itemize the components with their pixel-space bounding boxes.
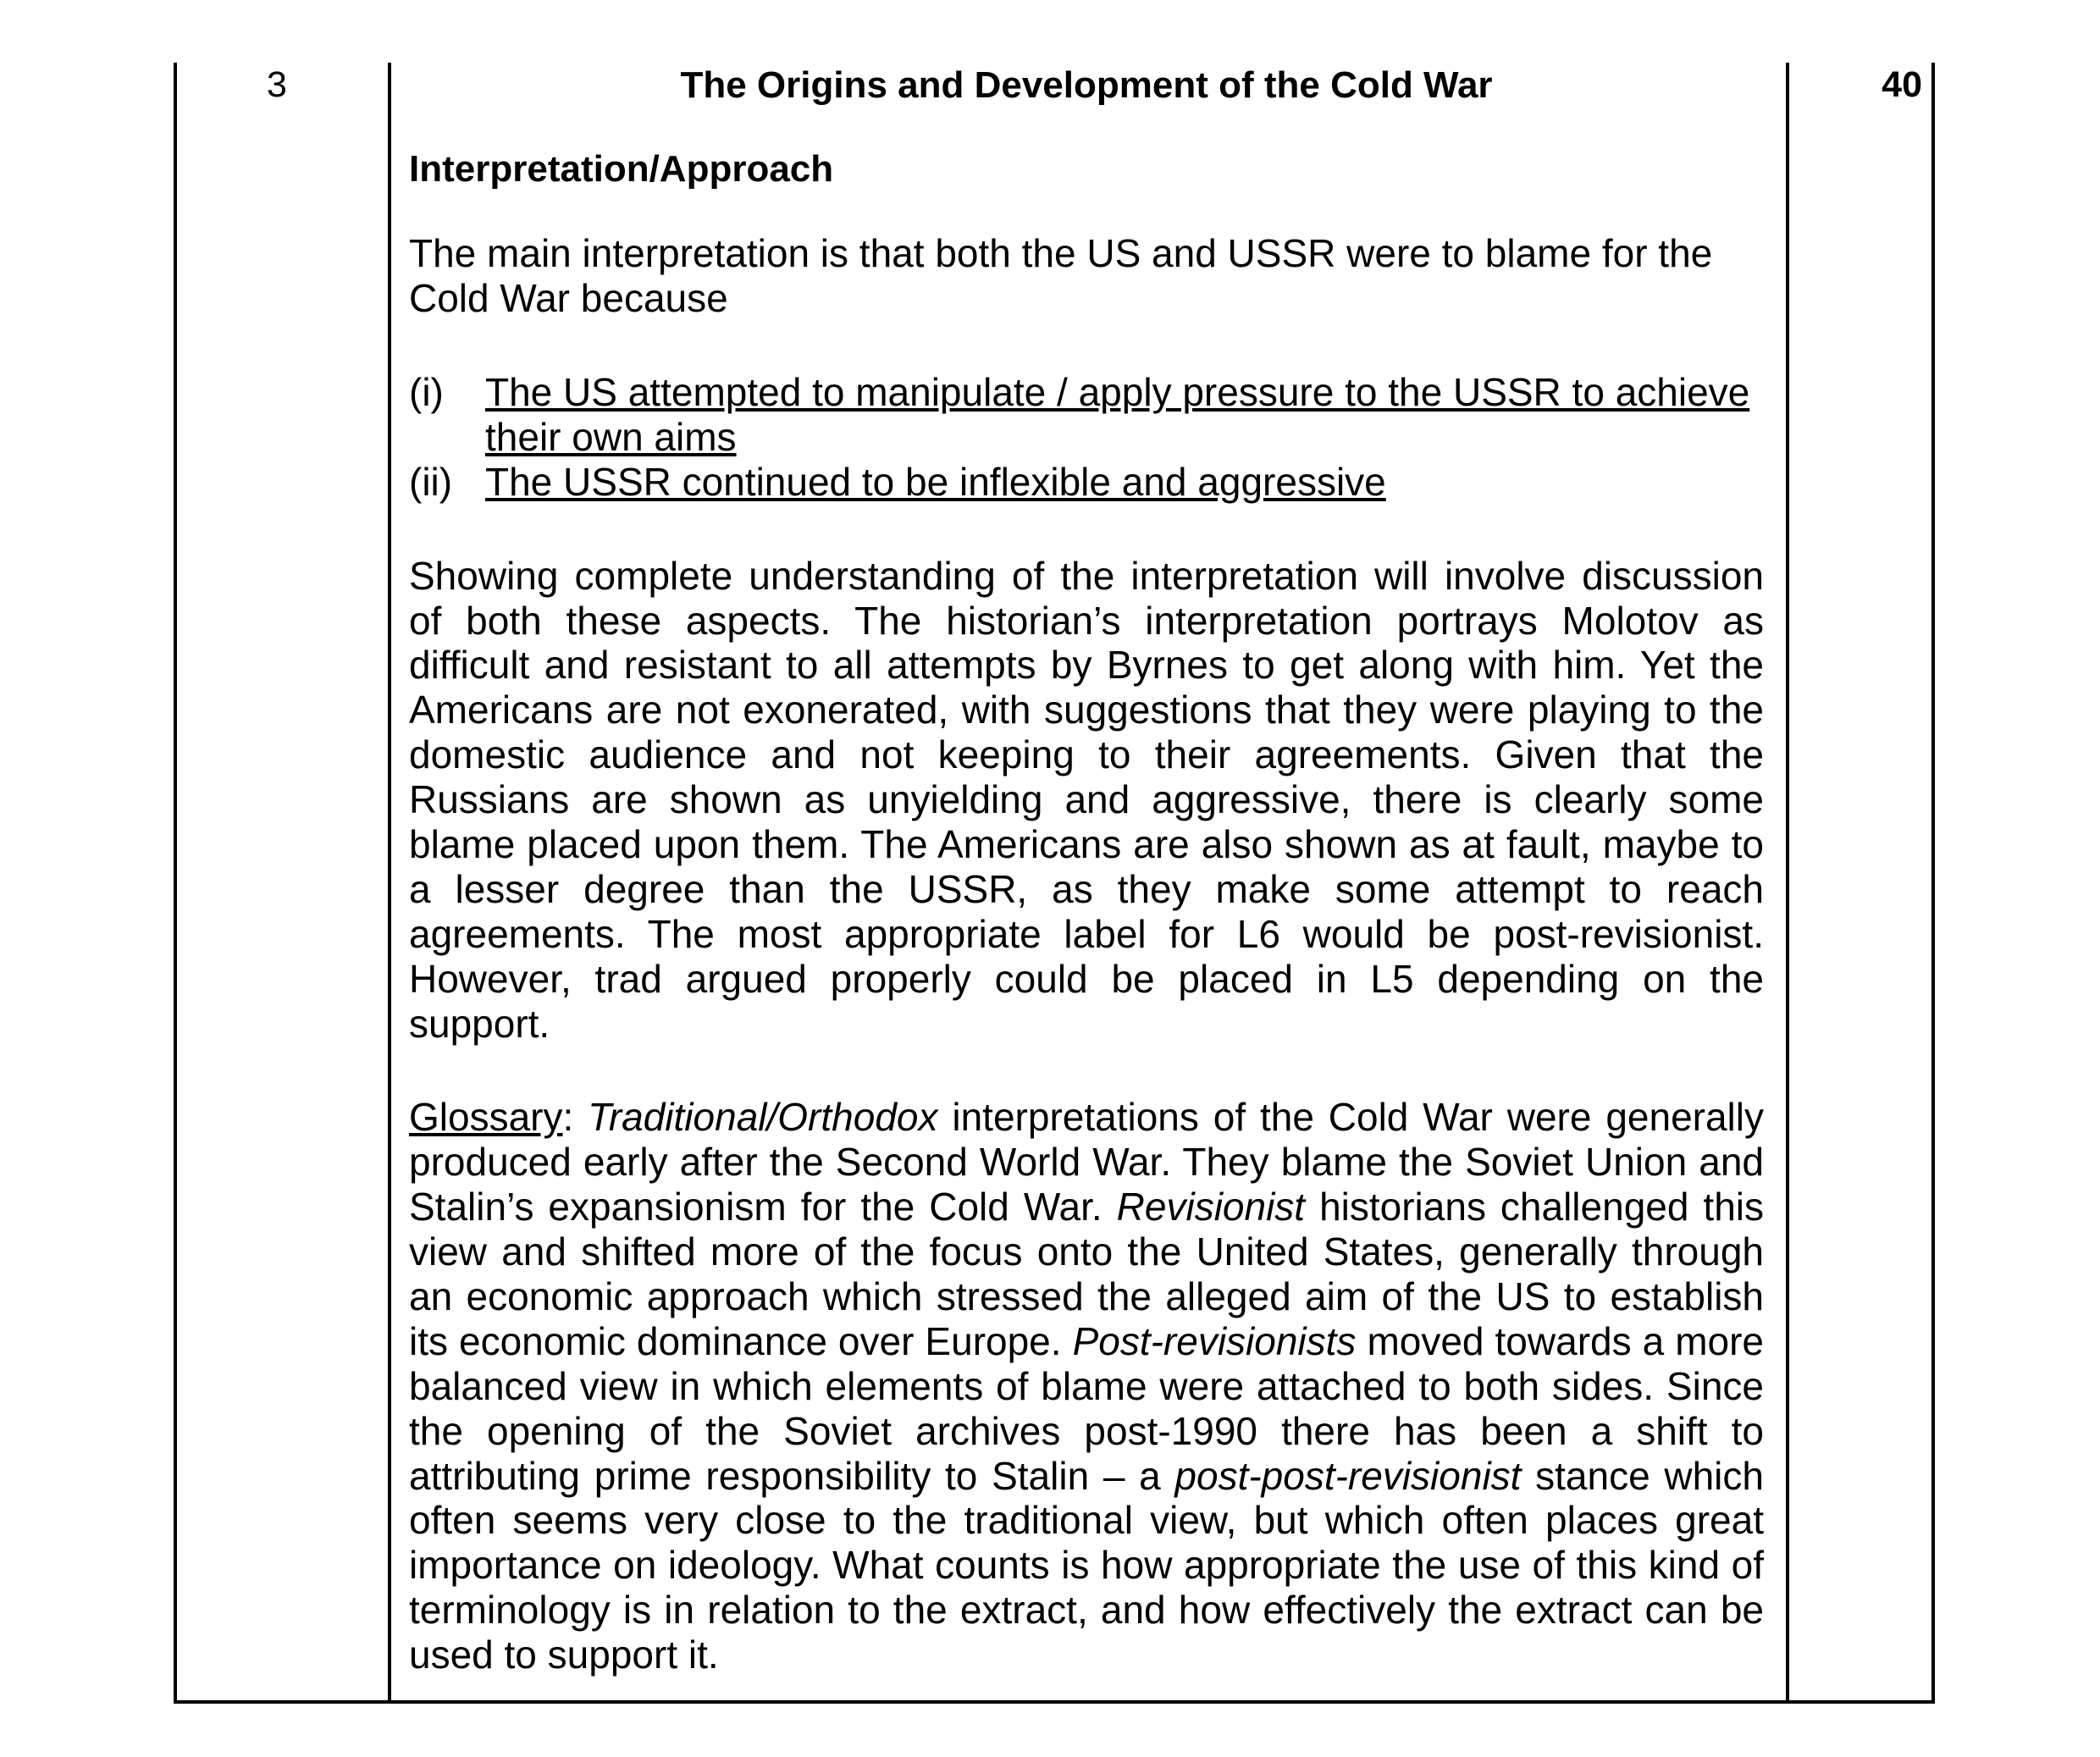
question-number: 3: [267, 64, 287, 105]
list-item-text: The USSR continued to be inflexible and aggressive: [485, 459, 1386, 504]
glossary-paragraph: [409, 1095, 1764, 1677]
glossary-colon: :: [562, 1095, 589, 1140]
glossary-text-3: moved towards a more balanced view in which elements of blame were attached to both sides. Since the opening of the Soviet archives post-1990 there has been a shift to attributing prime responsibility to Stalin – a: [409, 1318, 1764, 1498]
list-item-number: (ii): [409, 459, 453, 504]
list-item: [409, 460, 1764, 505]
term-revisionist: Revisionist: [1116, 1185, 1306, 1229]
list-item: [409, 370, 1764, 460]
point-list: [409, 370, 1764, 505]
section-title: The Origins and Development of the Cold War: [680, 64, 1493, 106]
glossary-text-4: stance which often seems very close to the traditional view, but which often places great importance on ideology. What counts is how appropriate the use of this kind of terminology is in relation to the extract, and how effectively the extract can be used to support it.: [409, 1453, 1764, 1677]
term-post-post-revisionist: post-post-revisionist: [1174, 1453, 1522, 1498]
section-heading: Interpretation/Approach: [409, 147, 834, 190]
answer-content: [409, 64, 1764, 1677]
term-post-revisionists: Post-revisionists: [1072, 1318, 1357, 1363]
glossary-label: Glossary: [409, 1095, 563, 1140]
discussion-paragraph: Showing complete understanding of the interpretation will involve discussion of both these aspects. The historian’s interpretation portrays Molotov as difficult and resistant to all attempts by Byrnes to get along with him. Yet the Americans are not exonerated, with suggestions that they were playing to the domestic audience and not keeping to their agreements. Given that the Russians are shown as unyielding and aggressive, there is clearly some blame placed upon them. The Americans are also shown as at fault, maybe to a lesser degree than the USSR, as they make some attempt to reach agreements. The most appropriate label for L6 would be post-revisionist. However, trad argued properly could be placed in L5 depending on the support.: [409, 553, 1764, 1046]
column-divider-right: [1786, 63, 1789, 1704]
intro-paragraph: The main interpretation is that both the US and USSR were to blame for the Cold War because: [409, 231, 1713, 321]
glossary-text-1: interpretations of the Cold War were generally produced early after the Second World War. They blame the Soviet Union and Stalin’s expansionism for the Cold War.: [409, 1095, 1764, 1229]
list-item-number: (i): [409, 369, 444, 414]
glossary-text-2: historians challenged this view and shifted more of the focus onto the United States, generally through an economic approach which stressed the alleged aim of the US to establish its economic dominance over Europe.: [409, 1185, 1764, 1363]
term-traditional: Traditional/Orthodox: [588, 1095, 938, 1140]
list-item-text: The US attempted to manipulate / apply pressure to the USSR to achieve their own aims: [485, 369, 1750, 459]
column-divider-left: [388, 63, 391, 1704]
marks-total: 40: [1882, 64, 1922, 105]
